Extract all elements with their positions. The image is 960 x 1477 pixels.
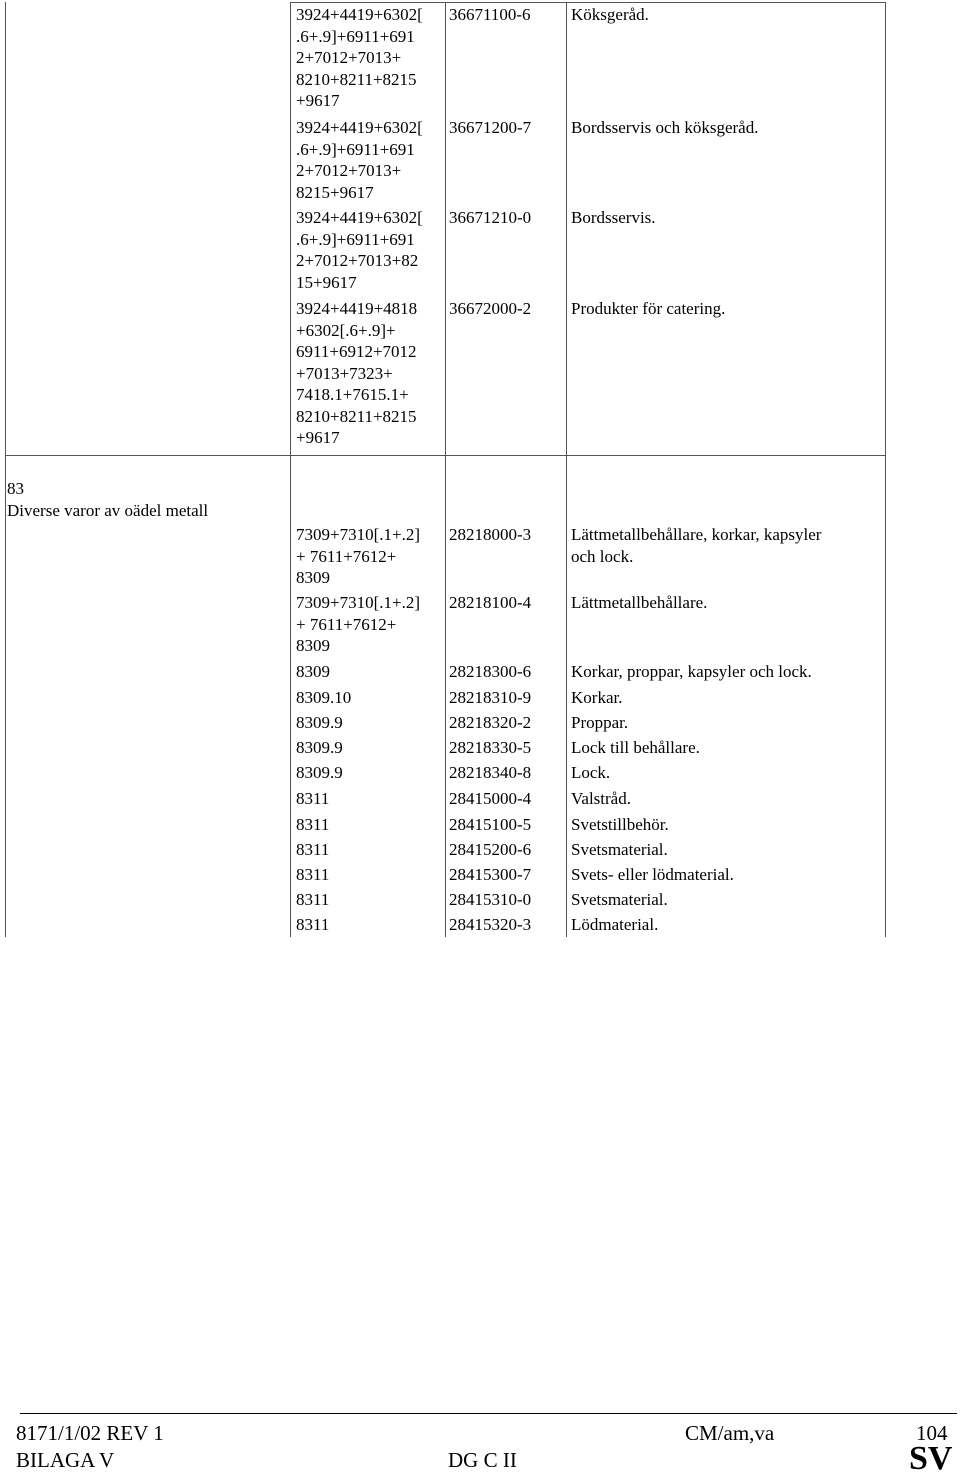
cpv-code: 28218320-2 xyxy=(449,713,532,732)
tariff-code: 7309+7310[.1+.2] + 7611+7612+ 8309 xyxy=(296,593,420,655)
footer-doc-ref: 8171/1/02 REV 1 xyxy=(16,1421,164,1445)
footer-annex: BILAGA V xyxy=(16,1448,115,1472)
chapter-title: Diverse varor av oädel metall xyxy=(7,501,209,520)
footer-language: SV xyxy=(909,1440,953,1477)
cpv-code: 28218330-5 xyxy=(449,738,532,757)
tariff-code: 8311 xyxy=(296,789,330,808)
description: Svets- eller lödmaterial. xyxy=(571,865,734,884)
description: Lödmaterial. xyxy=(571,915,659,934)
tariff-code: 8309.10 xyxy=(296,688,352,707)
tariff-code: 8309 xyxy=(296,662,330,681)
footer-author: CM/am,va xyxy=(685,1421,775,1445)
cpv-code: 28415300-7 xyxy=(449,865,532,884)
tariff-code: 8311 xyxy=(296,815,330,834)
tariff-code: 8309.9 xyxy=(296,713,343,732)
description: Valstråd. xyxy=(571,789,631,808)
tariff-code: 8311 xyxy=(296,890,330,909)
description: Svetstillbehör. xyxy=(571,815,669,834)
description: Bordsservis och köksgeråd. xyxy=(571,118,759,137)
table-column-divider xyxy=(290,2,291,937)
cpv-code: 28415000-4 xyxy=(449,789,532,808)
cpv-code: 28218310-9 xyxy=(449,688,532,707)
description: Proppar. xyxy=(571,713,629,732)
description: Lättmetallbehållare, korkar, kapsyler och lock. xyxy=(571,525,822,566)
cpv-code: 28415200-6 xyxy=(449,840,532,859)
description: Bordsservis. xyxy=(571,208,656,227)
description: Lock till behållare. xyxy=(571,738,700,757)
tariff-code: 3924+4419+6302[ .6+.9]+6911+691 2+7012+7013+ 8210+8211+8215 +9617 xyxy=(296,5,423,110)
cpv-code: 28218000-3 xyxy=(449,525,532,544)
footer-page-number: 104 xyxy=(916,1421,948,1445)
tariff-code: 8309.9 xyxy=(296,763,343,782)
cpv-code: 36671100-6 xyxy=(449,5,531,24)
description: Korkar. xyxy=(571,688,623,707)
tariff-code: 3924+4419+6302[ .6+.9]+6911+691 2+7012+7013+82 15+9617 xyxy=(296,208,423,292)
cpv-code: 28415100-5 xyxy=(449,815,532,834)
footer-rule xyxy=(20,1413,957,1414)
chapter-divider xyxy=(5,455,886,456)
description: Lock. xyxy=(571,763,611,782)
tariff-code: 3924+4419+4818 +6302[.6+.9]+ 6911+6912+7012 +7013+7323+ 7418.1+7615.1+ 8210+8211+8215 +9617 xyxy=(296,299,418,447)
tariff-code: 8311 xyxy=(296,915,330,934)
description: Korkar, proppar, kapsyler och lock. xyxy=(571,662,812,681)
cpv-code: 28415320-3 xyxy=(449,915,532,934)
chapter-heading xyxy=(7,478,208,522)
chapter-number: 83 xyxy=(7,479,24,498)
description: Lättmetallbehållare. xyxy=(571,593,708,612)
cpv-code: 36671200-7 xyxy=(449,118,532,137)
tariff-code: 7309+7310[.1+.2] + 7611+7612+ 8309 xyxy=(296,525,420,587)
cpv-code: 36672000-2 xyxy=(449,299,532,318)
cpv-code: 28415310-0 xyxy=(449,890,532,909)
description: Svetsmaterial. xyxy=(571,890,668,909)
footer-directorate: DG C II xyxy=(448,1448,517,1472)
table-left-border xyxy=(5,2,6,937)
description: Köksgeråd. xyxy=(571,5,649,24)
description: Svetsmaterial. xyxy=(571,840,668,859)
tariff-code: 3924+4419+6302[ .6+.9]+6911+691 2+7012+7013+ 8215+9617 xyxy=(296,118,423,202)
tariff-code: 8311 xyxy=(296,840,330,859)
cpv-code: 28218100-4 xyxy=(449,593,532,612)
table-top-border xyxy=(290,2,886,3)
cpv-code: 28218300-6 xyxy=(449,662,532,681)
cpv-code: 28218340-8 xyxy=(449,763,532,782)
cpv-code: 36671210-0 xyxy=(449,208,532,227)
description: Produkter för catering. xyxy=(571,299,726,318)
tariff-code: 8311 xyxy=(296,865,330,884)
tariff-code: 8309.9 xyxy=(296,738,343,757)
